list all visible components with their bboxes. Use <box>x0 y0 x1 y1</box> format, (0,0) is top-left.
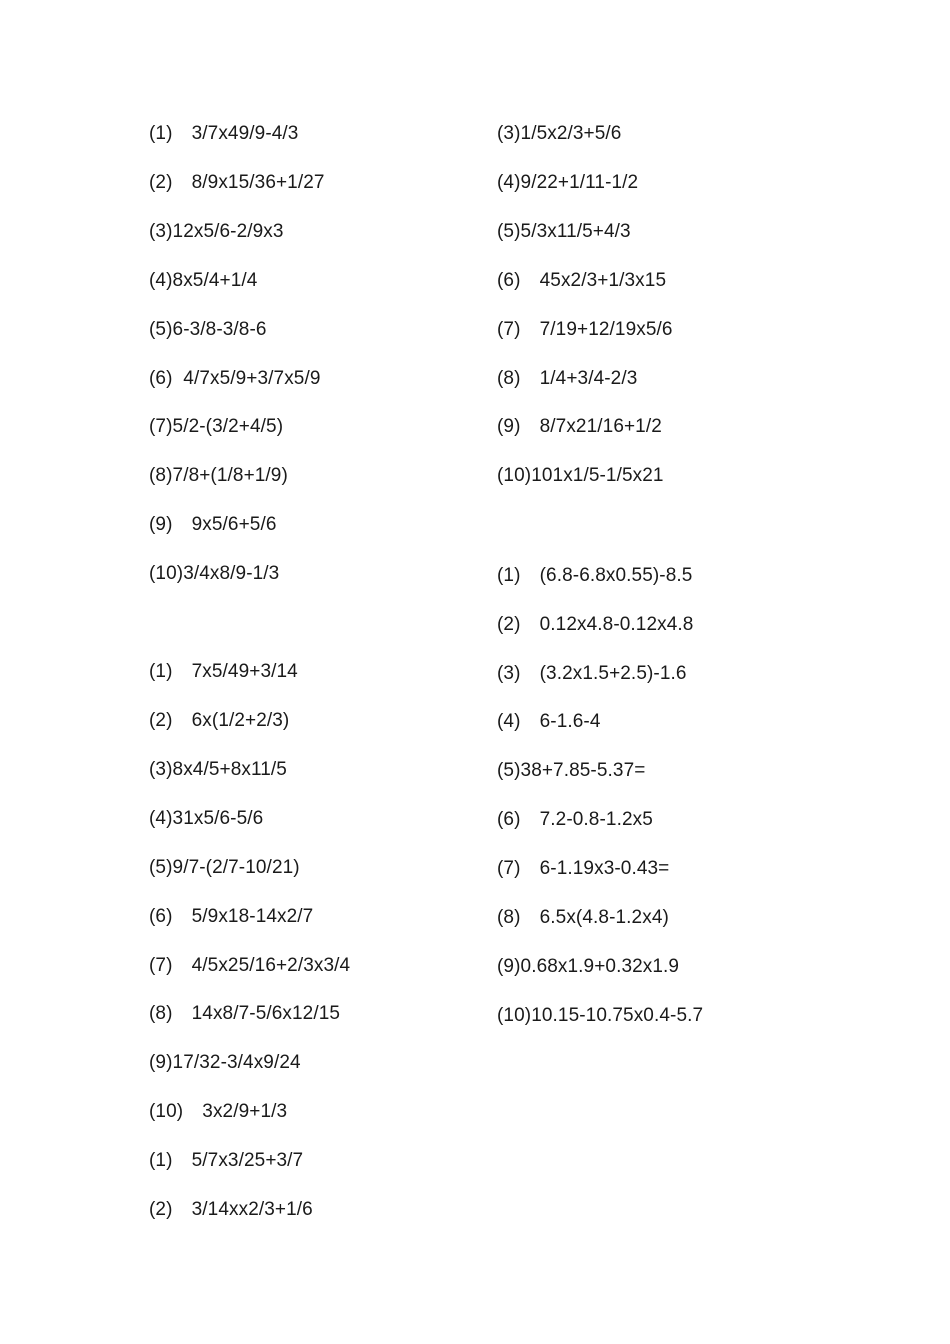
problem-item: (8) 1/4+3/4-2/3 <box>497 368 638 389</box>
problem-item: (3) (3.2x1.5+2.5)-1.6 <box>497 663 687 684</box>
problem-item: (6) 7.2-0.8-1.2x5 <box>497 809 653 830</box>
problem-item: (4)31x5/6-5/6 <box>149 808 264 829</box>
problem-item: (6) 5/9x18-14x2/7 <box>149 906 314 927</box>
problem-item: (2) 0.12x4.8-0.12x4.8 <box>497 614 694 635</box>
problem-item: (3)8x4/5+8x11/5 <box>149 759 287 780</box>
problem-item: (5)9/7-(2/7-10/21) <box>149 857 300 878</box>
problem-item: (2) 3/14xx2/3+1/6 <box>149 1199 313 1220</box>
problem-item: (9) 9x5/6+5/6 <box>149 514 277 535</box>
problem-item: (4)9/22+1/11-1/2 <box>497 172 639 193</box>
problem-item: (1) 3/7x49/9-4/3 <box>149 123 299 144</box>
problem-item: (6) 45x2/3+1/3x15 <box>497 270 667 291</box>
problem-item: (9)0.68x1.9+0.32x1.9 <box>497 956 680 977</box>
problem-item: (8) 14x8/7-5/6x12/15 <box>149 1003 341 1024</box>
problem-item: (3)12x5/6-2/9x3 <box>149 221 284 242</box>
problem-item: (4) 6-1.6-4 <box>497 711 601 732</box>
problem-item: (10)3/4x8/9-1/3 <box>149 563 280 584</box>
problem-item: (7) 7/19+12/19x5/6 <box>497 319 673 340</box>
problem-item: (5)5/3x11/5+4/3 <box>497 221 631 242</box>
problem-item: (8) 6.5x(4.8-1.2x4) <box>497 907 669 928</box>
problem-item: (2) 8/9x15/36+1/27 <box>149 172 325 193</box>
problem-item: (6) 4/7x5/9+3/7x5/9 <box>149 368 321 389</box>
problem-item: (3)1/5x2/3+5/6 <box>497 123 622 144</box>
problem-item: (7) 4/5x25/16+2/3x3/4 <box>149 955 351 976</box>
problem-item: (7)5/2-(3/2+4/5) <box>149 416 284 437</box>
problem-item: (10)10.15-10.75x0.4-5.7 <box>497 1005 704 1026</box>
problem-item: (1) (6.8-6.8x0.55)-8.5 <box>497 565 693 586</box>
problem-item: (4)8x5/4+1/4 <box>149 270 258 291</box>
problem-item: (2) 6x(1/2+2/3) <box>149 710 290 731</box>
problem-item: (10)101x1/5-1/5x21 <box>497 465 664 486</box>
problem-item: (1) 7x5/49+3/14 <box>149 661 298 682</box>
problem-item: (9)17/32-3/4x9/24 <box>149 1052 301 1073</box>
problem-item: (9) 8/7x21/16+1/2 <box>497 416 662 437</box>
problem-item: (5)38+7.85-5.37= <box>497 760 646 781</box>
problem-item: (10) 3x2/9+1/3 <box>149 1101 288 1122</box>
problem-item: (7) 6-1.19x3-0.43= <box>497 858 670 879</box>
problem-item: (1) 5/7x3/25+3/7 <box>149 1150 304 1171</box>
problem-item: (8)7/8+(1/8+1/9) <box>149 465 288 486</box>
problem-item: (5)6-3/8-3/8-6 <box>149 319 267 340</box>
